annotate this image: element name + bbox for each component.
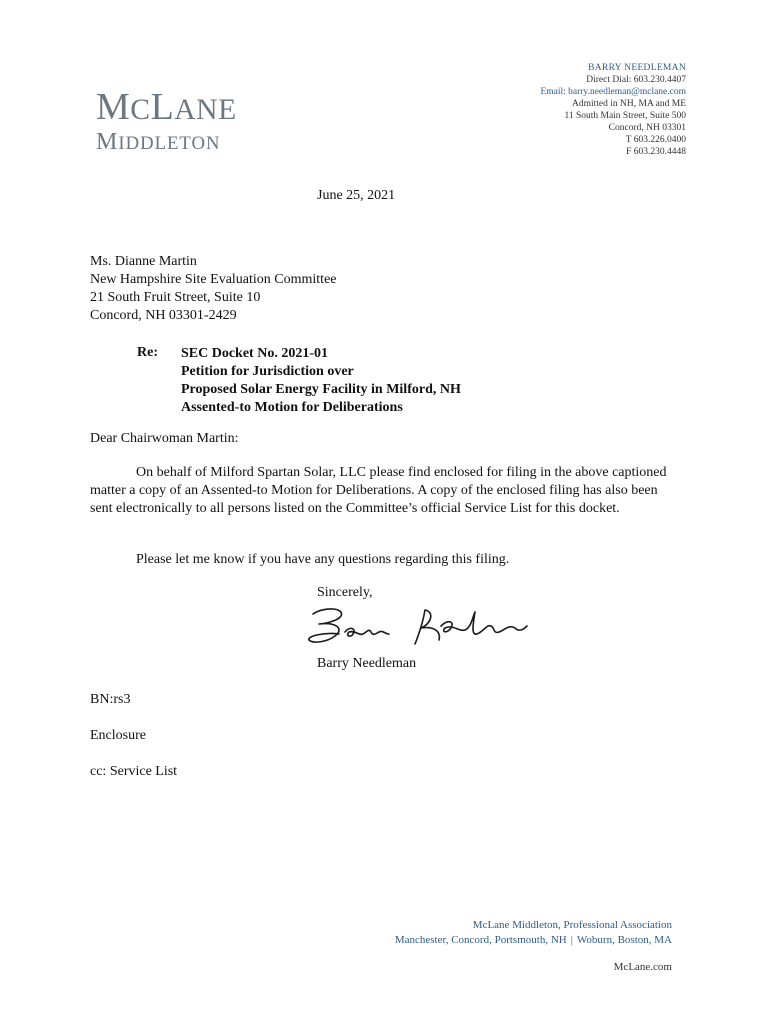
office-fax: F 603.230.4448 xyxy=(626,147,686,157)
footer-firm-info xyxy=(395,918,672,948)
closing: Sincerely, xyxy=(317,585,373,600)
re-line: SEC Docket No. 2021-01 xyxy=(181,346,328,361)
letter-date: June 25, 2021 xyxy=(317,188,396,203)
direct-dial: Direct Dial: 603.230.4407 xyxy=(586,75,686,85)
body-paragraph-1: On behalf of Milford Spartan Solar, LLC please find enclosed for filing in the above captioned matter a copy of an Assented-to Motion for Deliberations. A copy of the enclosed filing has also been sent electronically to all persons listed on the Committee’s official Service List for this docket. xyxy=(90,465,667,516)
footer-website-link[interactable]: McLane.com xyxy=(613,961,672,973)
re-label: Re: xyxy=(137,345,158,360)
salutation: Dear Chairwoman Martin: xyxy=(90,431,239,446)
handwritten-signature xyxy=(305,602,535,652)
recipient-street: 21 South Fruit Street, Suite 10 xyxy=(90,290,261,305)
re-line: Assented-to Motion for Deliberations xyxy=(181,400,403,415)
office-phone: T 603.226.0400 xyxy=(625,135,686,145)
enclosure-note: Enclosure xyxy=(90,728,146,743)
admitted-text: Admitted in NH, MA and ME xyxy=(572,99,686,109)
recipient-address xyxy=(90,253,337,325)
office-street: 11 South Main Street, Suite 500 xyxy=(564,111,686,121)
cc-line: cc: Service List xyxy=(90,764,178,779)
attorney-name: BARRY NEEDLEMAN xyxy=(588,63,686,73)
body-paragraph-2: Please let me know if you have any questions regarding this filing. xyxy=(136,552,510,567)
email-link[interactable]: Email: barry.needleman@mclane.com xyxy=(540,87,686,97)
re-subject xyxy=(181,345,461,417)
footer-firm-name: McLane Middleton, Professional Association xyxy=(472,919,672,931)
firm-logo: MCLANE MIDDLETON xyxy=(96,86,237,155)
office-city: Concord, NH 03301 xyxy=(608,123,686,133)
letterhead-contact xyxy=(540,62,686,158)
re-line: Proposed Solar Energy Facility in Milford, NH xyxy=(181,382,461,397)
typist-initials: BN:rs3 xyxy=(90,692,131,707)
signer-name: Barry Needleman xyxy=(317,656,417,671)
recipient-org: New Hampshire Site Evaluation Committee xyxy=(90,272,337,287)
footer-offices: Manchester, Concord, Portsmouth, NH | Woburn, Boston, MA xyxy=(394,934,672,946)
recipient-name: Ms. Dianne Martin xyxy=(90,254,197,269)
recipient-city: Concord, NH 03301-2429 xyxy=(90,308,237,323)
re-line: Petition for Jurisdiction over xyxy=(181,364,354,379)
